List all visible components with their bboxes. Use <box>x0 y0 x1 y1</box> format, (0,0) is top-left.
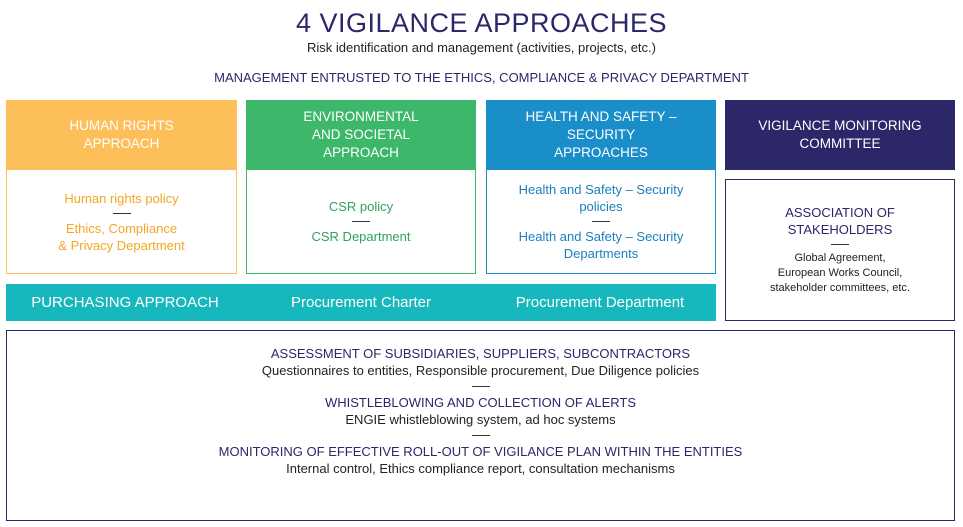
procurement-charter: Procurement Charter <box>290 294 432 311</box>
stakeholders-heading-line1: ASSOCIATION OF <box>785 205 895 220</box>
committee-heading <box>725 100 955 170</box>
management-banner: MANAGEMENT ENTRUSTED TO THE ETHICS, COMPLIANCE & PRIVACY DEPARTMENT <box>214 70 749 85</box>
divider <box>352 221 370 222</box>
divider <box>472 386 490 387</box>
stakeholders-heading-line2: STAKEHOLDERS <box>787 222 893 237</box>
divider <box>113 213 131 214</box>
committee-heading-line2: COMMITTEE <box>799 136 881 151</box>
human-rights-heading-line1: HUMAN RIGHTS <box>69 118 174 133</box>
health-safety-policies-line2: policies <box>579 199 623 214</box>
health-safety-heading-line1: HEALTH AND SAFETY – SECURITY <box>525 109 677 142</box>
monitoring-text: Internal control, Ethics compliance report, consultation mechanisms <box>286 461 675 476</box>
stakeholders-detail-line3: stakeholder committees, etc. <box>769 282 910 294</box>
stakeholders-detail-line1: Global Agreement, <box>794 252 886 264</box>
csr-department: CSR Department <box>311 229 411 244</box>
page-title: 4 VIGILANCE APPROACHES <box>295 8 668 38</box>
divider <box>592 221 610 222</box>
csr-policy: CSR policy <box>328 199 394 214</box>
cross-cutting-box <box>6 330 955 521</box>
human-rights-heading <box>6 100 237 170</box>
committee-heading-line1: VIGILANCE MONITORING <box>758 118 922 133</box>
health-safety-body <box>486 170 716 274</box>
page-subtitle: Risk identification and management (activities, projects, etc.) <box>307 40 656 55</box>
assessment-text: Questionnaires to entities, Responsible procurement, Due Diligence policies <box>261 363 700 378</box>
environmental-heading-line3: APPROACH <box>323 145 399 160</box>
environmental-heading-line2: AND SOCIETAL <box>311 127 410 142</box>
human-rights-policy: Human rights policy <box>64 190 179 206</box>
whistleblowing-text: ENGIE whistleblowing system, ad hoc systems <box>345 412 616 427</box>
human-rights-body <box>6 170 237 274</box>
health-safety-depts-line1: Health and Safety – Security <box>518 229 684 244</box>
human-rights-dept-line2: & Privacy Department <box>58 237 185 253</box>
stakeholders-detail-line2: European Works Council, <box>777 267 903 279</box>
stakeholders-box <box>725 179 955 321</box>
health-safety-depts-line2: Departments <box>563 246 639 261</box>
human-rights-dept-line1: Ethics, Compliance <box>65 220 178 236</box>
divider <box>831 244 849 245</box>
whistleblowing-heading: WHISTLEBLOWING AND COLLECTION OF ALERTS <box>324 395 637 410</box>
monitoring-heading: MONITORING OF EFFECTIVE ROLL-OUT OF VIGILANCE PLAN WITHIN THE ENTITIES <box>218 444 743 459</box>
assessment-heading: ASSESSMENT OF SUBSIDIARIES, SUPPLIERS, SUBCONTRACTORS <box>270 346 691 361</box>
purchasing-bar <box>6 284 716 321</box>
environmental-heading-line1: ENVIRONMENTAL <box>303 109 419 124</box>
environmental-heading <box>246 100 476 170</box>
purchasing-approach: PURCHASING APPROACH <box>31 294 219 311</box>
divider <box>472 435 490 436</box>
human-rights-heading-line2: APPROACH <box>83 136 160 151</box>
health-safety-policies-line1: Health and Safety – Security <box>518 182 684 197</box>
health-safety-heading <box>486 100 716 170</box>
procurement-department: Procurement Department <box>515 294 685 311</box>
health-safety-heading-line2: APPROACHES <box>554 145 648 160</box>
environmental-body <box>246 170 476 274</box>
